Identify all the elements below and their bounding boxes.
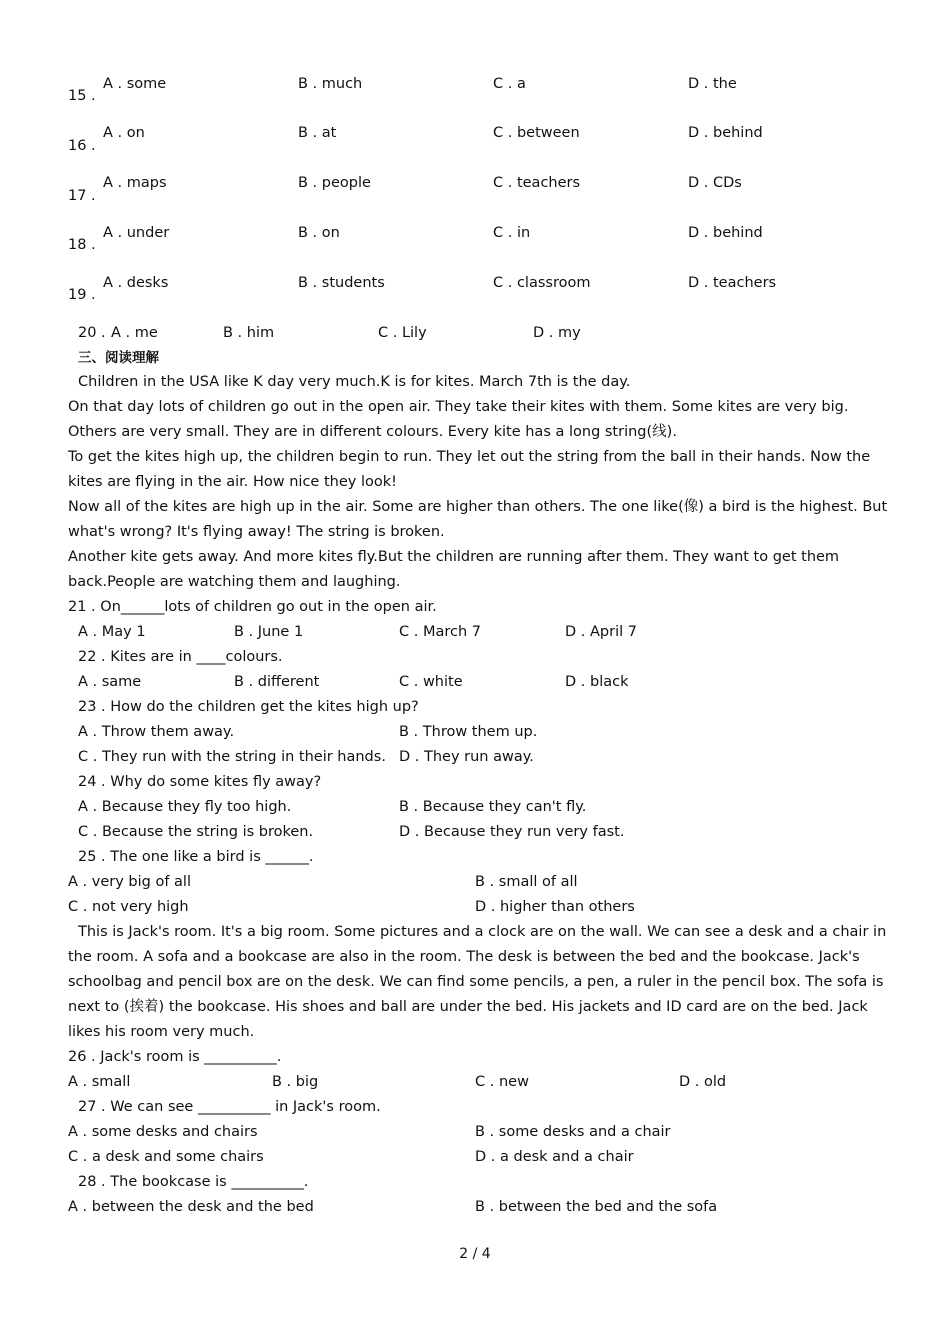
passage-line: Others are very small. They are in different colours. Every kite has a long string(线). <box>68 424 677 440</box>
passage-line: kites are flying in the air. How nice they look! <box>68 474 397 490</box>
option-c: C . a desk and some chairs <box>68 1149 264 1165</box>
option-a: A . under <box>103 225 170 241</box>
option-b: B . much <box>298 76 363 92</box>
option-d: D . CDs <box>688 175 742 191</box>
option-d: D . higher than others <box>475 899 635 915</box>
question-stem: 23 . How do the children get the kites high up? <box>78 699 419 715</box>
option-a: A . on <box>103 125 145 141</box>
passage-line: likes his room very much. <box>68 1024 255 1040</box>
option-a: A . same <box>78 674 142 690</box>
option-c: C . March 7 <box>399 624 481 640</box>
reading-passage-2 <box>68 920 888 1045</box>
option-a: A . some desks and chairs <box>68 1124 258 1140</box>
passage-line: back.People are watching them and laughing. <box>68 574 401 590</box>
question-stem: 27 . We can see __________ in Jack's room. <box>78 1099 381 1115</box>
question-stem: 25 . The one like a bird is ______. <box>78 849 314 865</box>
option-a: A . between the desk and the bed <box>68 1199 314 1215</box>
option-d: D . the <box>688 76 737 92</box>
option-b: B . students <box>298 275 385 291</box>
option-c: C . new <box>475 1074 529 1090</box>
option-c: C . white <box>399 674 463 690</box>
option-d: D . black <box>565 674 629 690</box>
passage-line: Another kite gets away. And more kites fly.But the children are running after them. They want to get them <box>68 549 840 565</box>
passage-line: the room. A sofa and a bookcase are also in the room. The desk is between the bed and the bookcase. Jack's <box>68 949 860 965</box>
question-number: 20 . <box>78 325 106 341</box>
option-a: A . me <box>111 325 158 341</box>
passage-line: This is Jack's room. It's a big room. Some pictures and a clock are on the wall. We can see a desk and a chair in <box>78 924 887 940</box>
question-stem: 26 . Jack's room is __________. <box>68 1049 282 1065</box>
passage-line: Children in the USA like K day very much.K is for kites. March 7th is the day. <box>78 374 631 390</box>
option-d: D . behind <box>688 125 763 141</box>
option-b: B . Because they can't fly. <box>399 799 587 815</box>
passage-line: On that day lots of children go out in the open air. They take their kites with them. Some kites are very big. <box>68 399 849 415</box>
option-d: D . teachers <box>688 275 777 291</box>
option-c: C . not very high <box>68 899 189 915</box>
question-stem: 21 . On______lots of children go out in the open air. <box>68 599 437 615</box>
option-c: C . in <box>493 225 531 241</box>
option-b: B . June 1 <box>234 624 304 640</box>
passage-line: schoolbag and pencil box are on the desk. We can find some pencils, a pen, a ruler in the pencil box. The sofa is <box>68 974 884 990</box>
passage-line: Now all of the kites are high up in the air. Some are higher than others. The one like(像) a bird is the highest. But <box>68 499 888 515</box>
option-c: C . Lily <box>378 325 427 341</box>
question-stem: 24 . Why do some kites fly away? <box>78 774 322 790</box>
option-b: B . small of all <box>475 874 578 890</box>
option-b: B . at <box>298 125 337 141</box>
passage-line: what's wrong? It's flying away! The string is broken. <box>68 524 445 540</box>
question-number: 16 . <box>68 138 96 154</box>
reading-passage-1 <box>68 370 888 595</box>
option-d: D . behind <box>688 225 763 241</box>
option-d: D . a desk and a chair <box>475 1149 634 1165</box>
option-d: D . my <box>533 325 581 341</box>
option-a: A . small <box>68 1074 131 1090</box>
option-d: D . Because they run very fast. <box>399 824 625 840</box>
option-c: C . between <box>493 125 580 141</box>
option-c: C . classroom <box>493 275 591 291</box>
option-a: A . maps <box>103 175 167 191</box>
passage-line: next to (挨着) the bookcase. His shoes and ball are under the bed. His jackets and ID card are on the bed. Jack <box>68 999 868 1015</box>
question-number: 19 . <box>68 287 96 303</box>
option-a: A . May 1 <box>78 624 146 640</box>
option-a: A . desks <box>103 275 169 291</box>
option-a: A . Throw them away. <box>78 724 235 740</box>
option-c: C . They run with the string in their hands. <box>78 749 386 765</box>
option-a: A . very big of all <box>68 874 191 890</box>
option-b: B . different <box>234 674 320 690</box>
option-b: B . on <box>298 225 340 241</box>
question-stem: 28 . The bookcase is __________. <box>78 1174 309 1190</box>
option-b: B . between the bed and the sofa <box>475 1199 718 1215</box>
question-number: 17 . <box>68 188 96 204</box>
option-c: C . Because the string is broken. <box>78 824 314 840</box>
option-d: D . April 7 <box>565 624 637 640</box>
option-b: B . Throw them up. <box>399 724 538 740</box>
option-b: B . some desks and a chair <box>475 1124 671 1140</box>
page-number: 2 / 4 <box>459 1246 491 1262</box>
passage-line: To get the kites high up, the children begin to run. They let out the string from the ball in their hands. Now the <box>68 449 871 465</box>
option-d: D . old <box>679 1074 727 1090</box>
option-c: C . a <box>493 76 526 92</box>
question-number: 15 . <box>68 88 96 104</box>
question-number: 18 . <box>68 237 96 253</box>
question-stem: 22 . Kites are in ____colours. <box>78 649 283 665</box>
option-a: A . Because they fly too high. <box>78 799 292 815</box>
option-c: C . teachers <box>493 175 581 191</box>
option-b: B . him <box>223 325 275 341</box>
option-d: D . They run away. <box>399 749 534 765</box>
option-b: B . people <box>298 175 371 191</box>
option-a: A . some <box>103 76 167 92</box>
section-heading: 三、阅读理解 <box>78 350 159 366</box>
option-b: B . big <box>272 1074 319 1090</box>
